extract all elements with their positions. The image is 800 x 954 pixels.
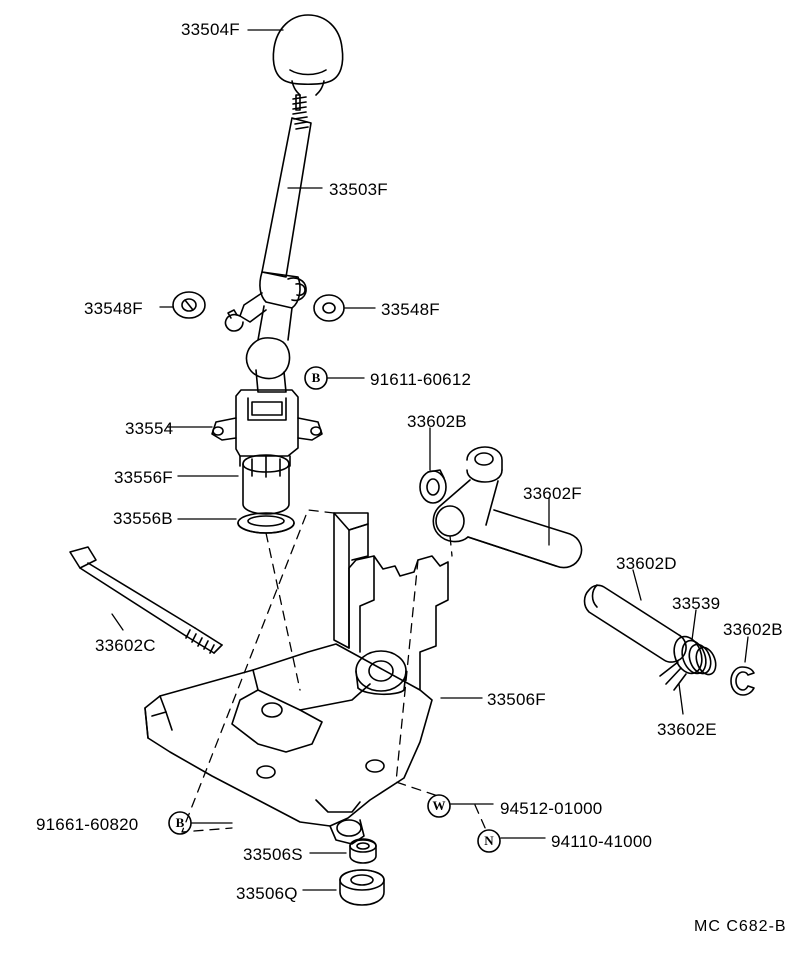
part-label-33503F: 33503F bbox=[329, 180, 388, 199]
part-washer-33556B bbox=[238, 513, 294, 533]
part-label-33556B: 33556B bbox=[113, 509, 173, 528]
part-label-91611-60612: 91611-60612 bbox=[370, 370, 472, 389]
marker-letter-w-washer: W bbox=[432, 798, 446, 813]
part-label-33539: 33539 bbox=[672, 594, 721, 613]
part-label-33506Q: 33506Q bbox=[236, 884, 298, 903]
part-bushing-right bbox=[314, 295, 344, 321]
part-label-33556F: 33556F bbox=[114, 468, 173, 487]
leader-33539 bbox=[692, 610, 696, 640]
part-label-33602C: 33602C bbox=[95, 636, 156, 655]
part-label-33602E: 33602E bbox=[657, 720, 717, 739]
part-clip-33602B-right bbox=[731, 667, 754, 695]
part-shift-knob bbox=[273, 15, 342, 95]
part-bushing-left bbox=[173, 292, 205, 318]
part-label-33506F: 33506F bbox=[487, 690, 546, 709]
part-label-33602B-upper: 33602B bbox=[407, 412, 467, 431]
part-shift-arm-33602F bbox=[433, 447, 581, 568]
part-label-33504F: 33504F bbox=[181, 20, 240, 39]
part-bracket-33506F bbox=[145, 513, 448, 844]
part-label-33548F-right: 33548F bbox=[381, 300, 440, 319]
leader-33602B-right bbox=[745, 637, 748, 662]
part-label-94110-41000: 94110-41000 bbox=[551, 832, 653, 851]
footer-diagram-code: MC C682-B bbox=[694, 918, 787, 935]
part-label-33548F-left: 33548F bbox=[84, 299, 143, 318]
part-rod-33602D bbox=[585, 585, 687, 662]
leader-33602C bbox=[112, 614, 123, 630]
part-shift-lever bbox=[225, 95, 311, 392]
part-label-33506S: 33506S bbox=[243, 845, 303, 864]
part-label-91661-60820: 91661-60820 bbox=[36, 815, 139, 834]
part-clip-33602B-upper bbox=[420, 470, 446, 503]
part-label-94512-01000: 94512-01000 bbox=[500, 799, 603, 818]
marker-letter-n-nut: N bbox=[484, 833, 494, 848]
leader-33602D bbox=[633, 570, 641, 600]
leader-33602E bbox=[679, 684, 683, 714]
part-grommet-33506Q bbox=[340, 870, 384, 905]
marker-letter-b-bolt: B bbox=[311, 370, 321, 385]
part-label-33554: 33554 bbox=[125, 419, 174, 438]
part-seat-33556F bbox=[243, 455, 289, 514]
part-label-33602F: 33602F bbox=[523, 484, 582, 503]
part-label-33602B-right: 33602B bbox=[723, 620, 783, 639]
part-label-33602D: 33602D bbox=[616, 554, 677, 573]
marker-letter-b-lower: B bbox=[175, 815, 185, 830]
